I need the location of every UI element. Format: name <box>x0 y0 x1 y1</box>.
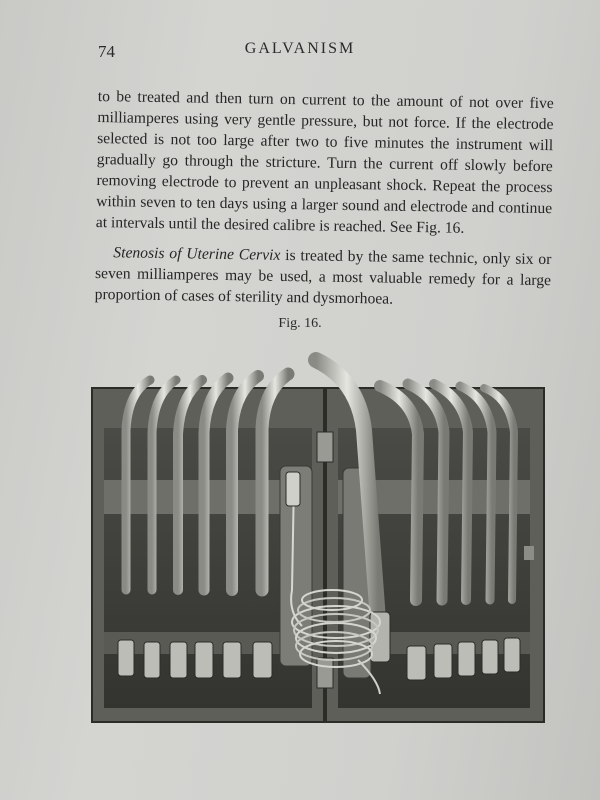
paragraph-1: to be treated and then turn on current to the amount of not over five milliamperes using very gentle pressure, but not force. If the electrode selected is not too large after two to five minutes the instrument will gradually go through the stricture. Turn the current off slowly before removing electrode to prevent an unpleasant shock. Repeat the process within seven to ten days using a larger sound and electrode and continue at intervals until the desired calibre is reached. See Fig. 16. <box>95 87 554 237</box>
case-clasp <box>524 546 534 560</box>
paragraph-2 <box>95 242 552 312</box>
paragraph-2-italic-term: Stenosis of Uterine Cervix <box>113 244 281 264</box>
body-text <box>95 86 554 312</box>
running-head: GALVANISM <box>244 40 356 57</box>
cord-connector <box>286 472 300 506</box>
hinge-bottom <box>317 658 333 688</box>
hinge-top <box>317 432 333 462</box>
paragraph-2-text: is treated by the same technic, only six or seven milliamperes may be used, a most valuable remedy for a large proportion of cases of sterility and dysmorhoea. <box>94 246 552 308</box>
figure-caption: Fig. 16. <box>278 316 322 331</box>
page-number: 74 <box>98 42 115 61</box>
instrument-case-illustration <box>88 350 550 730</box>
instrument-case-figure <box>88 350 550 730</box>
